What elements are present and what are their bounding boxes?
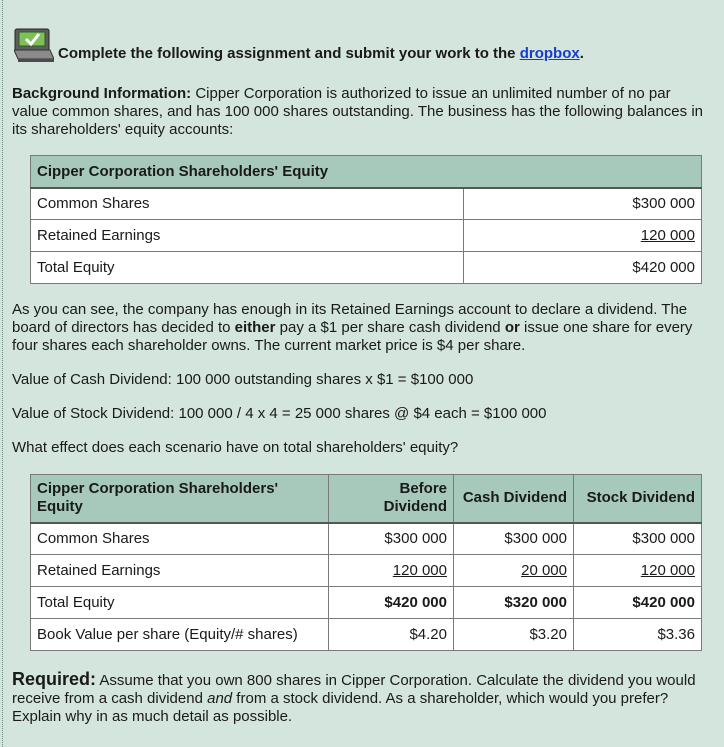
row-label: Retained Earnings [31, 555, 329, 587]
table-row [31, 555, 702, 587]
question-text: What effect does each scenario have on total shareholders' equity? [12, 439, 459, 456]
row-value: 120 000 [464, 220, 702, 252]
dropbox-tray-icon [14, 26, 54, 62]
table-row [31, 619, 702, 651]
cell-before: 120 000 [329, 555, 454, 587]
para-emphasis: either [234, 319, 276, 336]
equity-table [30, 155, 702, 284]
row-value: $300 000 [464, 188, 702, 220]
row-label: Common Shares [31, 523, 329, 555]
row-label: Common Shares [31, 188, 464, 220]
column-header-before: Before Dividend [329, 475, 454, 523]
table-header-row [31, 475, 702, 523]
background-text: Cipper Corporation is authorized to issue an unlimited number of no par value common shares, and has 100 000 shares outstanding. The business has the following balances in its shareholders' equity accounts: [12, 85, 703, 138]
cell-cash: $300 000 [454, 523, 574, 555]
cell-before: $300 000 [329, 523, 454, 555]
column-header-equity: Cipper Corporation Shareholders' Equity [31, 475, 329, 523]
cell-stock: $3.36 [574, 619, 702, 651]
row-label: Total Equity [31, 252, 464, 284]
table-row [31, 523, 702, 555]
instruction-period: . [579, 45, 584, 62]
required-text: from a stock dividend. As a shareholder, which would you prefer? Explain why in as much detail as possible. [12, 690, 669, 725]
equity-table-title: Cipper Corporation Shareholders' Equity [31, 156, 702, 188]
stock-dividend-value: Value of Stock Dividend: 100 000 / 4 x 4 = 25 000 shares @ $4 each = $100 000 [12, 405, 547, 422]
cell-cash: $3.20 [454, 619, 574, 651]
dropbox-link[interactable]: dropbox [519, 45, 580, 62]
column-header-cash: Cash Dividend [454, 475, 574, 523]
page-left-rule [2, 0, 3, 747]
table-row [31, 188, 702, 220]
assignment-header [14, 24, 584, 62]
para-text: pay a $1 per share cash dividend [275, 319, 505, 336]
para-text: As you can see, the company has enough in its Retained Earnings account to declare a dividend. The board of directors has decided to [12, 301, 688, 336]
para-text: issue one share for every four shares each shareholder owns. The current market price is $4 per share. [12, 319, 693, 354]
background-label: Background Information: [12, 85, 192, 102]
row-label: Retained Earnings [31, 220, 464, 252]
cell-before: $4.20 [329, 619, 454, 651]
required-emphasis: and [207, 690, 233, 707]
row-label: Total Equity [31, 587, 329, 619]
table-row [31, 587, 702, 619]
required-label: Required: [12, 669, 97, 689]
cash-dividend-value: Value of Cash Dividend: 100 000 outstanding shares x $1 = $100 000 [12, 371, 474, 388]
table-row [31, 252, 702, 284]
dividend-decision-paragraph [12, 301, 710, 355]
assignment-instruction [58, 45, 584, 62]
dividend-comparison-table [30, 474, 702, 651]
row-label: Book Value per share (Equity/# shares) [31, 619, 329, 651]
background-paragraph [12, 85, 710, 139]
column-header-stock: Stock Dividend [574, 475, 702, 523]
instruction-text: Complete the following assignment and submit your work to the [58, 45, 520, 62]
row-value: $420 000 [464, 252, 702, 284]
required-text: Assume that you own 800 shares in Cipper Corporation. Calculate the dividend you would receive from a cash dividend [12, 672, 696, 707]
table-row [31, 220, 702, 252]
cell-stock: $300 000 [574, 523, 702, 555]
cell-cash: 20 000 [454, 555, 574, 587]
para-emphasis: or [504, 319, 520, 336]
cell-before: $420 000 [329, 587, 454, 619]
required-paragraph [12, 670, 710, 726]
cell-cash: $320 000 [454, 587, 574, 619]
cell-stock: 120 000 [574, 555, 702, 587]
cell-stock: $420 000 [574, 587, 702, 619]
